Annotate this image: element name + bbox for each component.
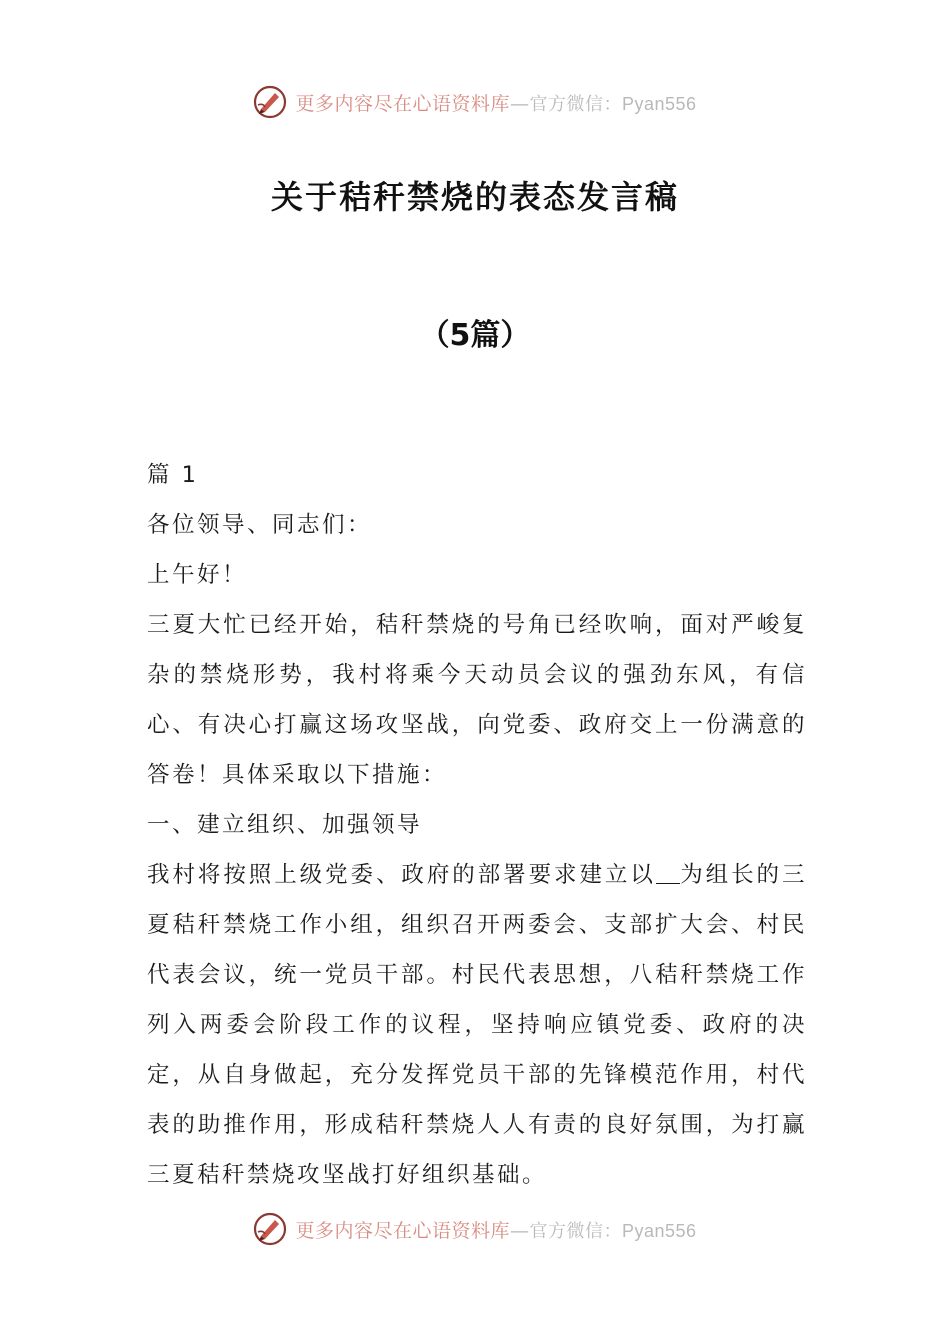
watermark-header (0, 82, 950, 122)
document-body (147, 450, 807, 1200)
section-label: 篇 1 (147, 462, 199, 488)
paragraph-intro: 三夏大忙已经开始，秸秆禁烧的号角已经吹响，面对严峻复杂的禁烧形势，我村将乘今天动员会议的强劲东风，有信心、有决心打赢这场攻坚战，向党委、政府交上一份满意的答卷！具体采取以下措施： (147, 612, 807, 788)
watermark-contact: 官方微信：Pyan556 (529, 1220, 697, 1241)
paragraph-1-part-b: 为组长的三夏秸秆禁烧工作小组，组织召开两委会、支部扩大会、村民代表会议，统一党员干部。村民代表思想，八秸秆禁烧工作列入两委会阶段工作的议程，坚持响应镇党委、政府的决定，从自身做起，充分发挥党员干部的先锋模范作用，村代表的助推作用，形成秸秆禁烧人人有责的良好氛围，为打赢三夏秸秆禁烧攻坚战打好组织基础。 (147, 862, 807, 1188)
fill-in-blank (656, 863, 680, 884)
watermark-separator: — (509, 1219, 530, 1242)
paragraph-1 (147, 850, 807, 1200)
watermark-text (295, 89, 696, 116)
greeting: 各位领导、同志们： (147, 512, 373, 538)
watermark-contact: 官方微信：Pyan556 (529, 93, 697, 114)
document-title: 关于秸秆禁烧的表态发言稿 (270, 178, 679, 216)
heading-1: 一、建立组织、加强领导 (147, 812, 423, 838)
pen-logo-icon (253, 85, 287, 119)
watermark-separator: — (509, 92, 530, 115)
paragraph-1-part-a: 我村将按照上级党委、政府的部署要求建立以 (147, 862, 656, 888)
watermark-main: 更多内容尽在心语资料库 (295, 92, 510, 115)
pen-logo-icon (253, 1212, 287, 1246)
watermark-text (295, 1216, 696, 1243)
salutation: 上午好！ (147, 562, 248, 588)
watermark-footer (0, 1209, 950, 1249)
document-subtitle: （5篇） (419, 318, 531, 353)
watermark-main: 更多内容尽在心语资料库 (295, 1219, 510, 1242)
